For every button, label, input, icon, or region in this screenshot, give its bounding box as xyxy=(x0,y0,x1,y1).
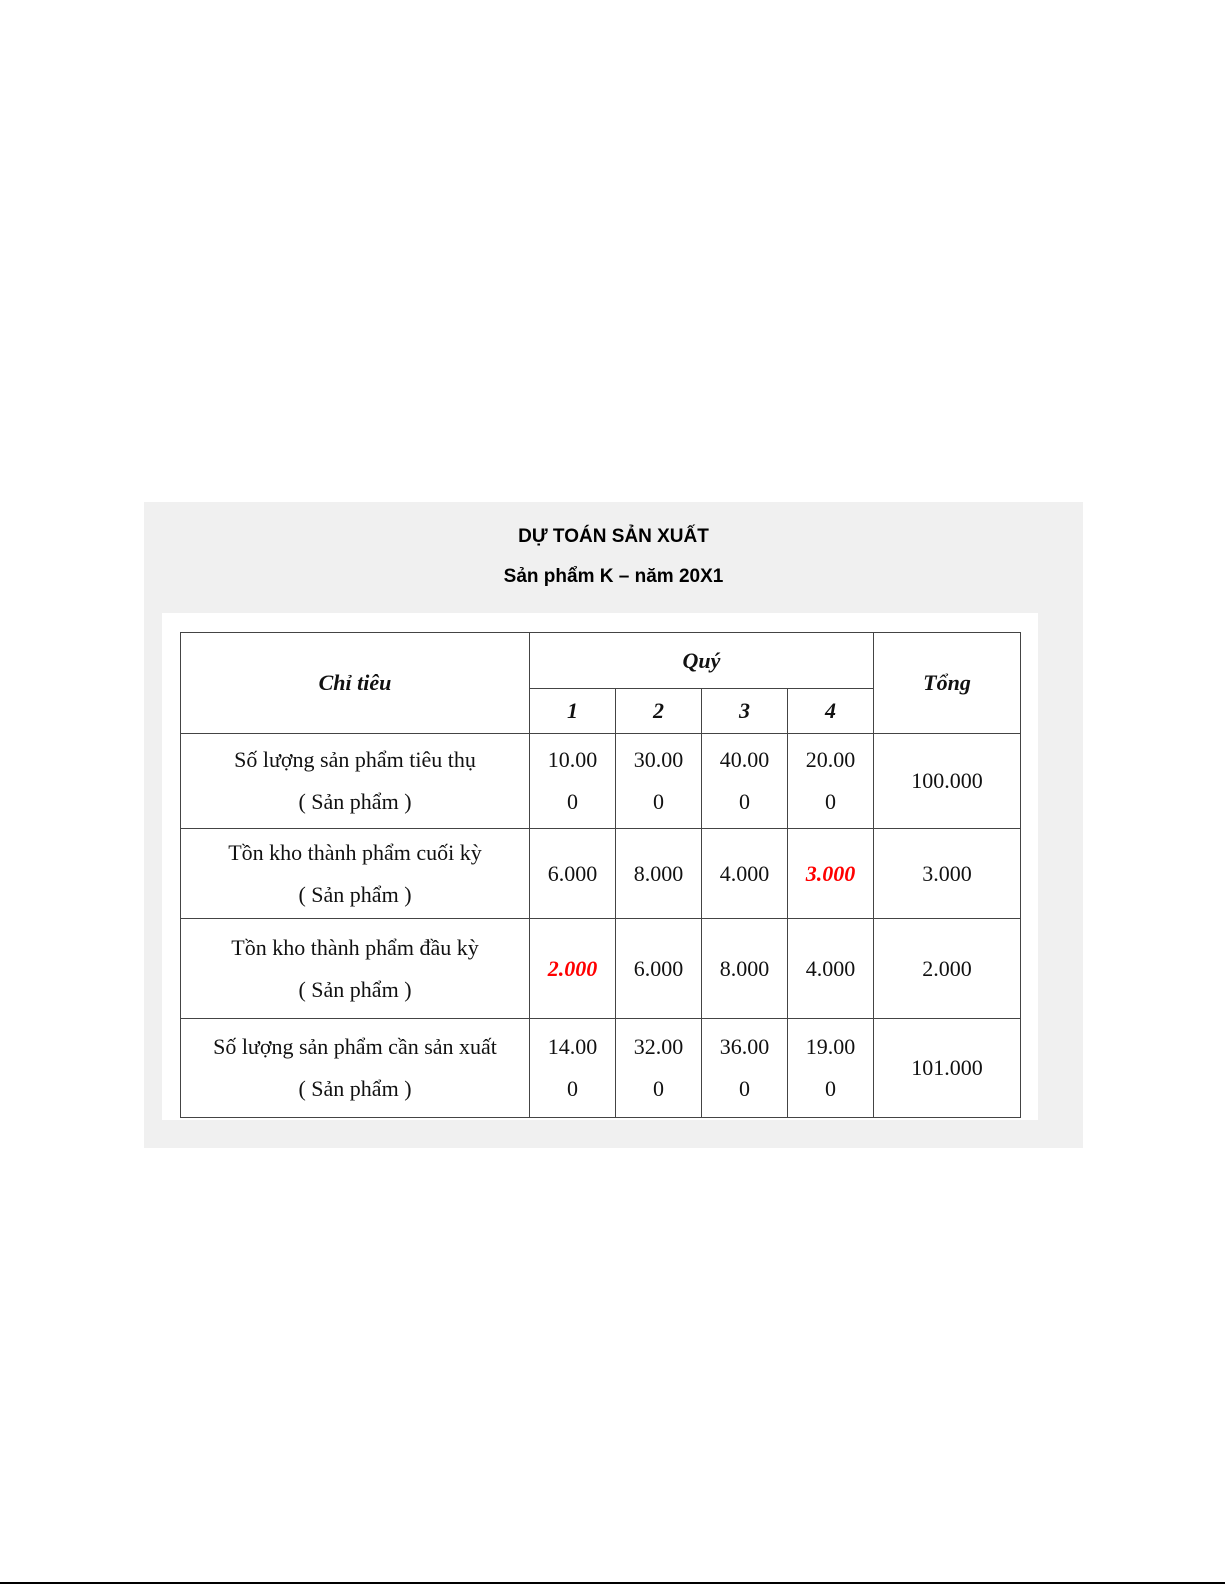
header-quarter-1: 1 xyxy=(530,689,616,734)
cell-q1-line2: 0 xyxy=(567,1076,578,1101)
header-total-col: Tổng xyxy=(874,633,1021,734)
cell-q1-line1: 10.00 xyxy=(547,747,598,772)
cell-q2 xyxy=(616,1019,702,1118)
header-quarter-4: 4 xyxy=(788,689,874,734)
header-quarter-2: 2 xyxy=(616,689,702,734)
row-unit: ( Sản phẩm ) xyxy=(298,976,412,1002)
cell-q2-line2: 0 xyxy=(653,1076,664,1101)
row-label-cell xyxy=(181,919,530,1019)
cell-q3 xyxy=(702,1019,788,1118)
cell-q3-line2: 0 xyxy=(739,789,750,814)
cell-q4: 4.000 xyxy=(788,919,874,1019)
cell-total: 101.000 xyxy=(874,1019,1021,1118)
document-panel xyxy=(144,502,1083,1148)
cell-q4 xyxy=(788,1019,874,1118)
cell-q2-line1: 30.00 xyxy=(633,747,684,772)
row-label-cell xyxy=(181,829,530,919)
cell-q3: 8.000 xyxy=(702,919,788,1019)
row-label: Số lượng sản phẩm cần sản xuất xyxy=(213,1034,497,1059)
cell-q3-line2: 0 xyxy=(739,1076,750,1101)
cell-q2 xyxy=(616,734,702,829)
cell-total: 100.000 xyxy=(874,734,1021,829)
page-bottom-rule xyxy=(0,1582,1225,1584)
cell-total: 3.000 xyxy=(874,829,1021,919)
production-budget-table xyxy=(180,632,1021,1118)
header-quarter-3: 3 xyxy=(702,689,788,734)
cell-q4-line1: 19.00 xyxy=(805,1034,856,1059)
cell-q1-line2: 0 xyxy=(567,789,578,814)
cell-q4-line1: 20.00 xyxy=(805,747,856,772)
cell-q2: 8.000 xyxy=(616,829,702,919)
cell-q2: 6.000 xyxy=(616,919,702,1019)
cell-q4 xyxy=(788,734,874,829)
cell-q1-highlighted: 2.000 xyxy=(530,919,616,1019)
document-subtitle: Sản phẩm K – năm 20X1 xyxy=(503,566,724,587)
row-label-cell xyxy=(181,734,530,829)
row-unit: ( Sản phẩm ) xyxy=(298,881,412,907)
table-sheet xyxy=(162,613,1038,1120)
cell-q1 xyxy=(530,1019,616,1118)
table-row xyxy=(181,829,1021,919)
row-label: Tồn kho thành phẩm cuối kỳ xyxy=(228,839,482,865)
cell-q1 xyxy=(530,734,616,829)
cell-total: 2.000 xyxy=(874,919,1021,1019)
cell-q1: 6.000 xyxy=(530,829,616,919)
cell-q3 xyxy=(702,734,788,829)
row-label: Tồn kho thành phẩm đầu kỳ xyxy=(231,934,479,960)
cell-q3-line1: 40.00 xyxy=(719,747,770,772)
row-label: Số lượng sản phẩm tiêu thụ xyxy=(234,747,476,772)
cell-q2-line1: 32.00 xyxy=(633,1034,684,1059)
header-label-col: Chỉ tiêu xyxy=(181,633,530,734)
cell-q1-line1: 14.00 xyxy=(547,1034,598,1059)
cell-q3: 4.000 xyxy=(702,829,788,919)
header-quarter-group: Quý xyxy=(530,633,874,689)
table-header-row xyxy=(181,633,1021,689)
cell-q4-line2: 0 xyxy=(825,789,836,814)
cell-q2-line2: 0 xyxy=(653,789,664,814)
cell-q4-highlighted: 3.000 xyxy=(788,829,874,919)
table-row xyxy=(181,734,1021,829)
row-label-cell xyxy=(181,1019,530,1118)
table-row xyxy=(181,1019,1021,1118)
row-unit: ( Sản phẩm ) xyxy=(298,789,412,814)
document-title: DỰ TOÁN SẢN XUẤT xyxy=(518,526,709,547)
table-row xyxy=(181,919,1021,1019)
cell-q4-line2: 0 xyxy=(825,1076,836,1101)
row-unit: ( Sản phẩm ) xyxy=(298,1076,412,1101)
cell-q3-line1: 36.00 xyxy=(719,1034,770,1059)
